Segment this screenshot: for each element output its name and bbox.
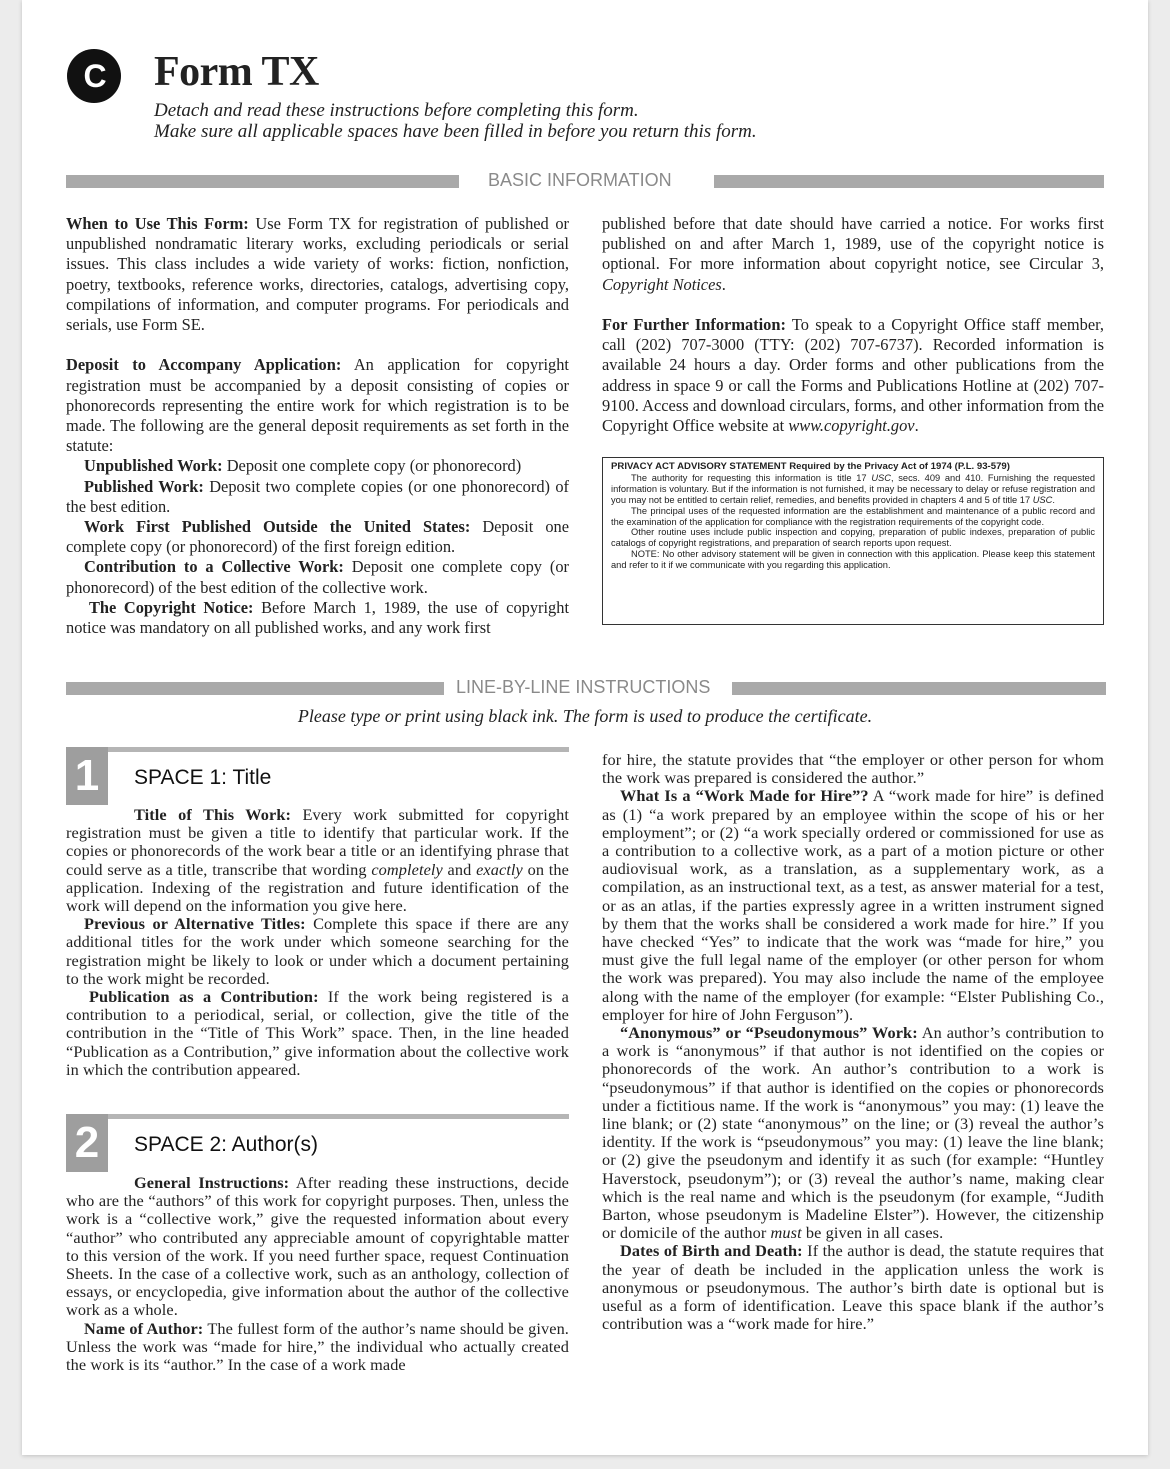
copyright-logo-icon [66, 48, 122, 104]
privacy-paragraph-3: Other routine uses include public inspection and copying, preparation of public indexes, preparation of public catalogs of copyright registrations, and preparation of search reports upon request. [611, 527, 1095, 549]
space-2-right-text [602, 751, 1104, 1334]
published-work-paragraph: Published Work: Deposit two complete copies (or one phonorecord) of the best edition. [66, 476, 569, 516]
previous-titles-paragraph: Previous or Alternative Titles: Complete this space if there are any additional titles for the work under which someone searching for the registration might be likely to look or under which a document pertaining to the work might be recorded. [66, 914, 570, 988]
form-page [22, 0, 1148, 1455]
space-2-number-box: 2 [66, 1114, 108, 1172]
privacy-paragraph-1: The authority for requesting this information is title 17 USC, secs. 409 and 410. Furnishing the requested information is voluntary. But if the information is not furnished, it may be necessary to delay or refuse registration and you may not be entitled to certain relief, remedies, and benefits provided in chapters 4 and 5 of title 17 USC. [611, 472, 1095, 505]
subtitle-line-1: Detach and read these instructions before completing this form. [154, 100, 639, 121]
further-information-paragraph: For Further Information: To speak to a Copyright Office staff member, call (202) 707-3000 (TTY: (202) 707-6737). Recorded information is available 24 hours a day. Order forms and other publications from the address in space 9 or call the Forms and Publications Hotline at (202) 707-9100. Access and download circulars, forms, and other information from the Copyright Office website at www.copyright.gov. [602, 315, 1104, 436]
line-by-line-label: LINE-BY-LINE INSTRUCTIONS [456, 677, 711, 697]
basic-information-divider [66, 169, 1104, 191]
space-2-title: SPACE 2: Author(s) [134, 1133, 319, 1156]
unpublished-work-paragraph: Unpublished Work: Deposit one complete copy (or phonorecord) [84, 456, 522, 476]
anonymous-pseudonymous-paragraph: “Anonymous” or “Pseudonymous” Work: An author’s contribution to a work is “anonymous” if that author is not identified on the copies or phonorecords of the work. An author’s contribution to a work is “pseudonymous” if that author is identified on the copies or phonorecords under a fictitious name. If the work is “anonymous” you may: (1) leave the line blank; or (2) state “anonymous” on the line; or (3) reveal the author’s identity. If the work is “pseudonymous” you may: (1) leave the line blank; or (2) give the pseudonym and identify it as such (for example: “Huntley Haverstock, pseudonym”); or (3) reveal the author’s name, making clear which is the real name and which is the pseudonym (for example, “Judith Barton, whose pseudonym is Madeline Elster”). However, the citizenship or domicile of the author must be given in all cases. [602, 1023, 1104, 1243]
divider-bar-right [732, 682, 1106, 695]
divider-bar-left [66, 682, 444, 695]
notice-continuation-paragraph: published before that date should have carried a notice. For works first published on and after March 1, 1989, use of the copyright notice is optional. For more information about copyright notice, see Circular 3, Copyright Notices. [602, 214, 1104, 294]
ink-instruction-note: Please type or print using black ink. The form is used to produce the certificate. [297, 706, 873, 726]
space-2-left-text [66, 1174, 569, 1374]
basic-information-label: BASIC INFORMATION [488, 170, 672, 190]
privacy-act-statement-box [602, 457, 1104, 625]
general-instructions-paragraph: General Instructions: After reading these instructions, decide who are the “authors” of this work for copyright purposes. Then, unless the work is a “collective work,” give the requested information about every “author” who contributed any appreciable amount of copyrightable matter to this version of the work. If you need further space, request Continuation Sheets. In the case of a collective work, such as an anthology, collection of essays, or encyclopedia, give information about the author of the collective work as a whole. [66, 1173, 569, 1320]
space-2-rule [66, 1114, 569, 1119]
work-for-hire-continuation: for hire, the statute provides that “the employer or other person for whom the work was prepared is considered the author.” [602, 750, 1104, 788]
divider-bar-left [66, 175, 459, 188]
space-1-rule [66, 747, 569, 752]
foreign-work-paragraph: Work First Published Outside the United States: Deposit one complete copy (or phonorecord) of the first foreign edition. [66, 517, 569, 557]
privacy-heading: PRIVACY ACT ADVISORY STATEMENT Required by the Privacy Act of 1974 (P.L. 93-579) [611, 461, 1010, 472]
deposit-paragraph: Deposit to Accompany Application: An application for copyright registration must be accompanied by a deposit consisting of copies or phonorecords representing the entire work for which registration is to be made. The following are the general deposit requirements as set forth in the statute: [66, 355, 569, 456]
work-made-for-hire-paragraph: What Is a “Work Made for Hire”? A “work made for hire” is defined as (1) “a work prepared by an employee within the scope of his or her employment”; or (2) “a work specially ordered or commissioned for use as a contribution to a collective work, as a part of a motion picture or other audiovisual work, as a translation, as a supplementary work, as a compilation, as an instructional text, as a test, as answer material for a test, or as an atlas, if the parties expressly agree in a written instrument signed by them that the works shall be considered a work made for hire.” If you have checked “Yes” to indicate that the work was “made for hire,” you must give the full legal name of the employer (or other person for whom the work was prepared). You may also include the name of the employee along with the name of the employer (for example: “Elster Publishing Co., employer for hire of John Ferguson”). [602, 786, 1105, 1024]
line-by-line-divider [66, 676, 1106, 698]
space-1-text [66, 806, 569, 1079]
divider-bar-right [714, 175, 1104, 188]
copyright-website-link[interactable]: www.copyright.gov [788, 416, 915, 436]
basic-info-right-column [602, 214, 1104, 436]
svg-text:C: C [83, 58, 107, 94]
dates-of-birth-death-paragraph: Dates of Birth and Death: If the author is dead, the statute requires that the year of death be included in the application unless the work is anonymous or pseudonymous. The author’s birth date is optional but is useful as a form of identification. Leave this space blank if the author’s contribution was a “work made for hire.” [602, 1241, 1105, 1334]
privacy-paragraph-4: NOTE: No other advisory statement will be given in connection with this application. Please keep this statement and refer to it if we communicate with you regarding this application. [611, 549, 1095, 571]
space-1-title: SPACE 1: Title [134, 766, 272, 789]
title-of-this-work-paragraph: Title of This Work: Every work submitted for copyright registration must be given a title to identify that particular work. If the copies or phonorecords of the work bear a title or an identifying phrase that could serve as a title, transcribe that wording completely and exactly on the application. Indexing of the registration and future identification of the work will depend on the information you give here. [66, 805, 569, 916]
name-of-author-paragraph: Name of Author: The fullest form of the author’s name should be given. Unless the work was “made for hire,” the individual who actually created the work is its “author.” In the case of a work made [66, 1318, 569, 1375]
form-subtitle [154, 100, 757, 142]
space-1-header [66, 747, 569, 805]
collective-contribution-paragraph: Contribution to a Collective Work: Deposit one complete copy (or phonorecord) of the best edition of the collective work. [66, 557, 569, 597]
privacy-paragraph-2: The principal uses of the requested information are the establishment and maintenance of a public record and the examination of the application for compliance with the registration requirements of the copyright code. [611, 505, 1095, 527]
publication-as-contribution-paragraph: Publication as a Contribution: If the work being registered is a contribution to a periodical, serial, or collection, give the title of the contribution in the “Title of This Work” space. Then, in the line headed “Publication as a Contribution,” give information about the collective work in which the contribution appeared. [66, 987, 569, 1079]
copyright-notice-paragraph: The Copyright Notice: Before March 1, 1989, the use of copyright notice was mandatory on all published works, and any work first [66, 597, 570, 638]
subtitle-line-2: Make sure all applicable spaces have been filled in before you return this form. [154, 121, 757, 142]
basic-info-left-column [66, 214, 569, 638]
space-1-number-box: 1 [66, 747, 108, 805]
form-title: Form TX [154, 49, 319, 95]
when-to-use-paragraph: When to Use This Form: Use Form TX for registration of published or unpublished nondramatic literary works, excluding periodicals or serial issues. This class includes a wide variety of works: fiction, nonfiction, poetry, textbooks, reference works, directories, catalogs, advertising copy, compilations of information, and computer programs. For periodicals and serials, use Form SE. [66, 214, 569, 335]
space-2-header [66, 1114, 569, 1172]
